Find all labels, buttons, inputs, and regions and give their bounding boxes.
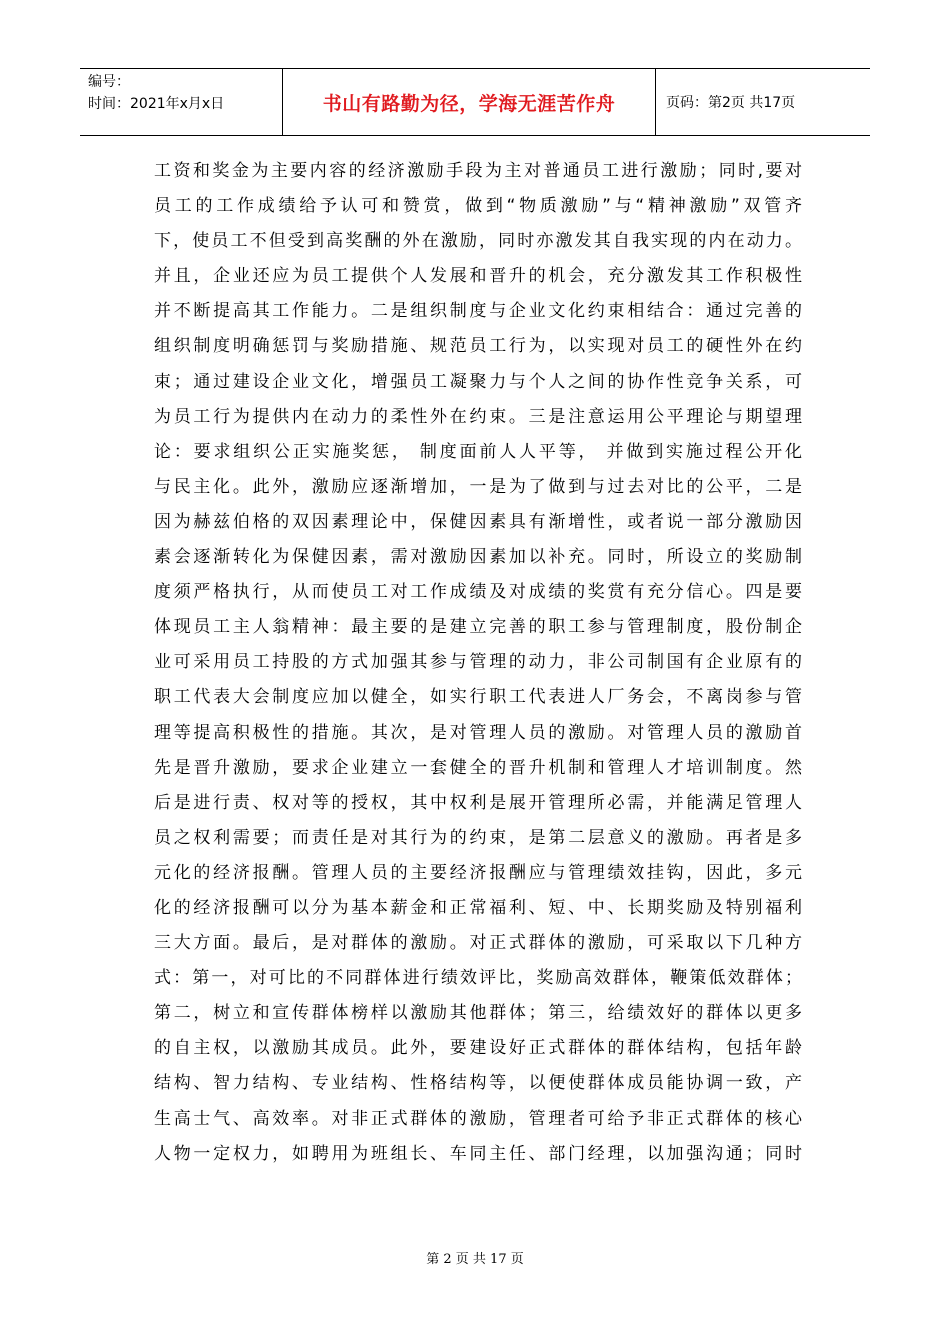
document-body — [154, 154, 802, 1172]
body-line: 下，使员工不但受到高奖酬的外在激励，同时亦激发其自我实现的内在动力。 — [154, 231, 802, 252]
header-motto-cell — [282, 69, 656, 135]
body-line: 为员工行为提供内在动力的柔性外在约束。三是注意运用公平理论与期望理 — [154, 406, 802, 427]
body-line: 第二，树立和宣传群体榜样以激励其他群体；第三，给绩效好的群体以更多 — [154, 1003, 802, 1024]
body-line: 员之权利需要；而责任是对其行为的约束，是第二层意义的激励。再者是多 — [154, 827, 802, 848]
body-line: 束；通过建设企业文化，增强员工凝聚力与个人之间的协作性竞争关系，可 — [154, 371, 802, 392]
body-line: 业可采用员工持股的方式加强其参与管理的动力，非公司制国有企业原有的 — [154, 652, 802, 673]
body-line: 职工代表大会制度应加以健全，如实行职工代表进人厂务会，不离岗参与管 — [154, 687, 802, 708]
document-date-label: 时间：2021年x月x日 — [88, 96, 225, 112]
header-page-number: 页码：第2页 共17页 — [666, 95, 796, 111]
document-number-label: 编号： — [88, 74, 130, 90]
body-line: 因为赫兹伯格的双因素理论中，保健因素具有渐增性，或者说一部分激励因 — [154, 511, 802, 532]
footer-page-number: 第 2 页 共 17 页 — [426, 1252, 524, 1267]
body-line: 的自主权，以激励其成员。此外，要建设好正式群体的群体结构，包括年龄 — [154, 1038, 802, 1059]
body-line: 结构、智力结构、专业结构、性格结构等，以便使群体成员能协调一致，产 — [154, 1073, 802, 1094]
body-line: 论：要求组织公正实施奖惩， 制度面前人人平等， 并做到实施过程公开化 — [154, 441, 802, 462]
body-line: 工资和奖金为主要内容的经济激励手段为主对普通员工进行激励；同时,要对 — [154, 161, 802, 181]
body-line: 体现员工主人翁精神：最主要的是建立完善的职工参与管理制度，股份制企 — [154, 617, 802, 638]
body-line: 并且，企业还应为员工提供个人发展和晋升的机会，充分激发其工作积极性 — [154, 266, 802, 287]
body-line: 后是进行责、权对等的授权，其中权利是展开管理所必需，并能满足管理人 — [154, 792, 802, 813]
body-line: 与民主化。此外，激励应逐渐增加，一是为了做到与过去对比的公平，二是 — [154, 476, 802, 497]
page-footer — [0, 1248, 950, 1267]
header-meta-cell — [80, 69, 282, 135]
body-line: 组织制度明确惩罚与奖励措施、规范员工行为，以实现对员工的硬性外在约 — [154, 336, 802, 357]
body-line: 化的经济报酬可以分为基本薪金和正常福利、短、中、长期奖励及特别福利 — [154, 897, 802, 918]
body-line: 生高士气、高效率。对非正式群体的激励，管理者可给予非正式群体的核心 — [154, 1108, 802, 1129]
body-line: 人物一定权力，如聘用为班组长、车同主任、部门经理，以加强沟通；同时 — [154, 1143, 802, 1164]
body-line: 并不断提高其工作能力。二是组织制度与企业文化约束相结合：通过完善的 — [154, 301, 802, 322]
body-line: 度须严格执行，从而使员工对工作成绩及对成绩的奖赏有充分信心。四是要 — [154, 582, 802, 603]
body-line: 素会逐渐转化为保健因素，需对激励因素加以补充。同时，所设立的奖励制 — [154, 547, 802, 568]
body-line: 式：第一，对可比的不同群体进行绩效评比，奖励高效群体，鞭策低效群体； — [154, 968, 802, 989]
body-line: 三大方面。最后，是对群体的激励。对正式群体的激励，可采取以下几种方 — [154, 933, 802, 954]
body-line: 理等提高积极性的措施。其次，是对管理人员的激励。对管理人员的激励首 — [154, 722, 802, 743]
body-line: 元化的经济报酬。管理人员的主要经济报酬应与管理绩效挂钩，因此，多元 — [154, 862, 802, 883]
body-line: 先是晋升激励，要求企业建立一套健全的晋升机制和管理人才培训制度。然 — [154, 757, 802, 778]
document-header — [80, 68, 870, 136]
header-motto: 书山有路勤为径，学海无涯苦作舟 — [322, 92, 616, 115]
body-line: 员工的工作成绩给予认可和赞赏，做到“物质激励”与“精神激励”双管齐 — [154, 196, 802, 217]
header-page-cell — [656, 69, 870, 135]
